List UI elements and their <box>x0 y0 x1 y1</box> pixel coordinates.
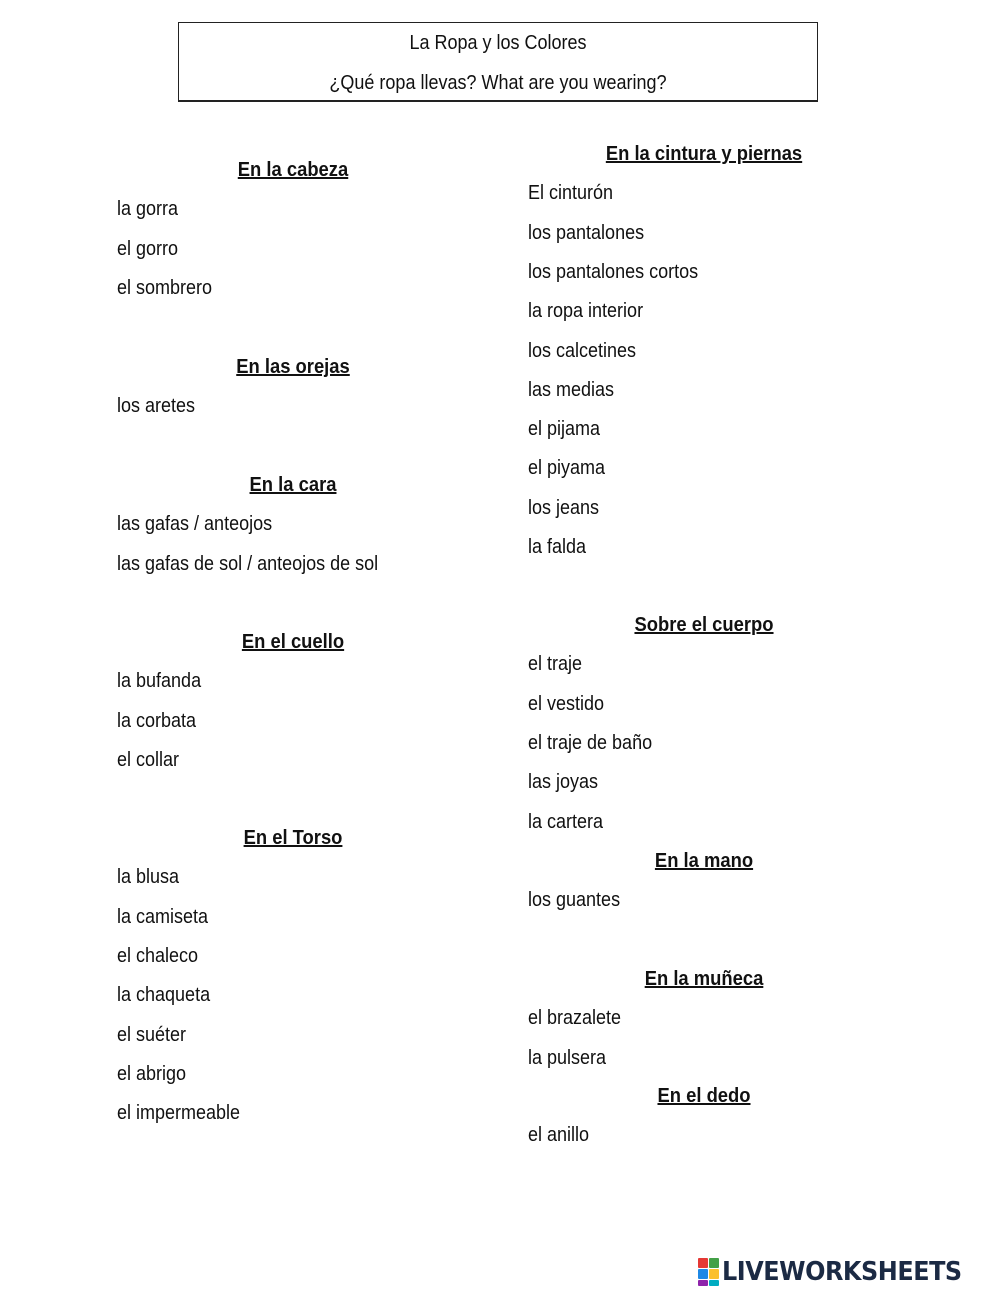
vocab-item: el vestido <box>528 692 605 715</box>
page-title: La Ropa y los Colores <box>409 32 587 54</box>
vocab-item: el collar <box>117 748 180 771</box>
section-heading: En el Torso <box>243 827 343 849</box>
vocab-item: el chaleco <box>117 944 199 967</box>
logo-block <box>698 1280 708 1286</box>
vocab-item: la blusa <box>117 866 180 889</box>
vocab-item: las gafas / anteojos <box>117 513 273 536</box>
vocab-item: el anillo <box>528 1124 590 1147</box>
vocab-item: las medias <box>528 378 615 401</box>
vocab-item: los aretes <box>117 395 196 418</box>
vocab-item: el gorro <box>117 237 179 260</box>
vocab-item: El cinturón <box>528 182 614 205</box>
logo-block <box>698 1269 708 1279</box>
vocab-item: los guantes <box>528 889 621 912</box>
vocab-item: las gafas de sol / anteojos de sol <box>117 552 379 575</box>
section-heading: En las orejas <box>236 356 350 378</box>
vocab-item: la falda <box>528 536 587 558</box>
section-heading: En el dedo <box>657 1085 751 1107</box>
vocab-item: la pulsera <box>528 1046 607 1069</box>
vocab-item: el piyama <box>528 457 606 480</box>
vocab-item: los pantalones cortos <box>528 260 699 283</box>
logo-block <box>709 1269 719 1279</box>
vocab-item: la chaqueta <box>117 984 211 1007</box>
vocab-item: la camiseta <box>117 905 209 928</box>
title-box <box>178 22 818 102</box>
vocab-item: el pijama <box>528 418 601 441</box>
section-heading: Sobre el cuerpo <box>634 614 774 636</box>
vocab-item: el traje <box>528 653 583 676</box>
logo-block <box>709 1280 719 1286</box>
logo-block <box>709 1258 719 1268</box>
section-heading: En la mano <box>654 850 754 872</box>
vocab-item: la gorra <box>117 198 179 221</box>
vocab-item: la ropa interior <box>528 300 644 323</box>
section-heading: En la cintura y piernas <box>605 143 803 165</box>
section-heading: En la muñeca <box>644 968 764 990</box>
logo-blocks-icon <box>698 1258 719 1286</box>
vocab-item: el suéter <box>117 1023 187 1046</box>
vocab-item: la cartera <box>528 810 604 833</box>
liveworksheets-logo <box>698 1257 983 1287</box>
vocab-item: la bufanda <box>117 670 202 693</box>
vocab-item: el abrigo <box>117 1062 187 1085</box>
vocab-item: el sombrero <box>117 276 213 299</box>
vocab-item: el impermeable <box>117 1102 241 1125</box>
vocab-item: la corbata <box>117 709 197 732</box>
logo-text: LIVEWORKSHEETS <box>722 1257 962 1287</box>
vocab-item: los jeans <box>528 496 600 519</box>
vocab-item: el traje de baño <box>528 731 653 754</box>
logo-block <box>698 1258 708 1268</box>
vocab-item: el brazalete <box>528 1007 622 1030</box>
section-heading: En el cuello <box>241 631 345 653</box>
vocab-item: los pantalones <box>528 221 645 244</box>
page-subtitle: ¿Qué ropa llevas? What are you wearing? <box>329 72 667 94</box>
vocab-item: los calcetines <box>528 339 637 362</box>
vocab-item: las joyas <box>528 771 599 794</box>
section-heading: En la cabeza <box>237 159 349 181</box>
section-heading: En la cara <box>249 474 337 496</box>
